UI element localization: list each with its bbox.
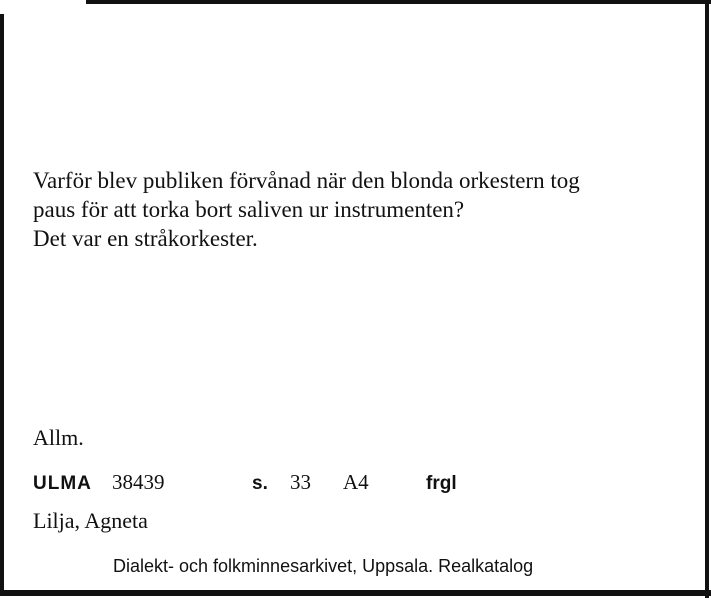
card-border-top bbox=[86, 0, 711, 4]
riddle-line-1: Varför blev publiken förvånad när den blonda orkestern tog bbox=[33, 168, 580, 193]
riddle-text bbox=[33, 166, 693, 253]
riddle-line-3: Det var en stråkorkester. bbox=[33, 226, 258, 251]
reference-row bbox=[33, 470, 673, 500]
card-border-left bbox=[0, 14, 4, 596]
category-label: Allm. bbox=[33, 425, 84, 450]
type-code: frgl bbox=[426, 473, 457, 494]
riddle-line-2: paus för att torka bort saliven ur instrumenten? bbox=[33, 197, 465, 222]
archive-code: ULMA bbox=[33, 473, 92, 494]
archive-footer: Dialekt- och folkminnesarkivet, Uppsala. Realkatalog bbox=[113, 556, 534, 576]
card-border-right bbox=[705, 0, 709, 598]
card-border-bottom bbox=[0, 590, 711, 596]
record-number: 38439 bbox=[112, 470, 165, 494]
collector-name: Lilja, Agneta bbox=[33, 508, 148, 533]
page-number: 33 bbox=[290, 470, 311, 494]
format-code: A4 bbox=[343, 470, 369, 494]
page-label: s. bbox=[252, 473, 268, 494]
